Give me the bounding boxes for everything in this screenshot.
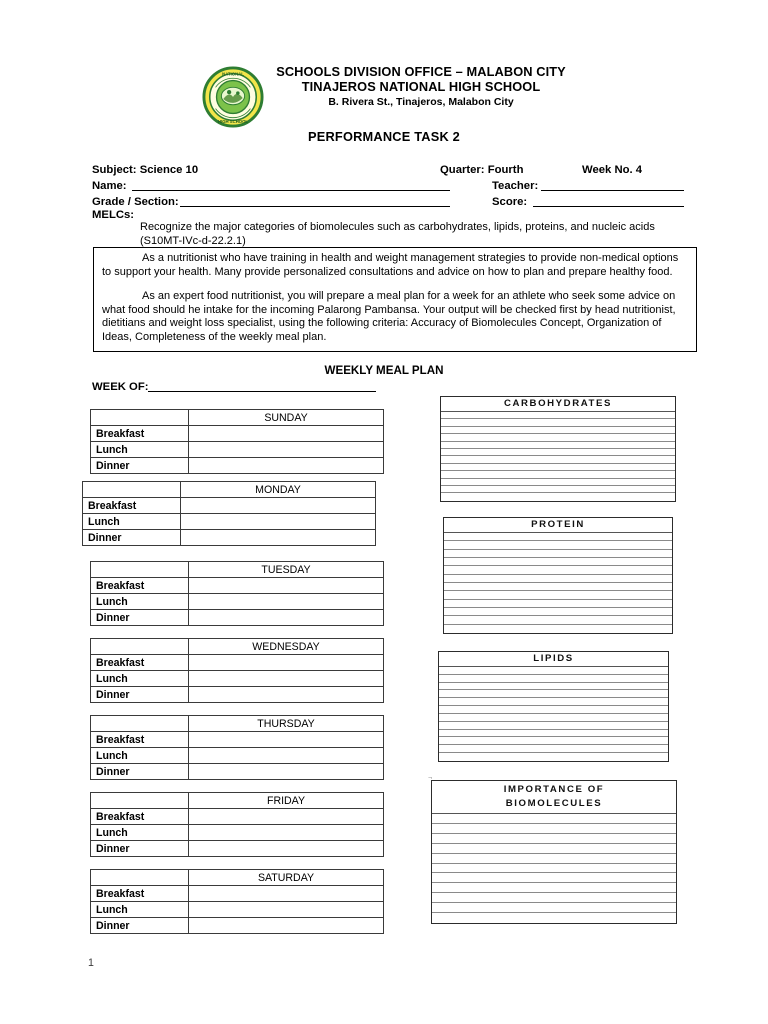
meal-label-breakfast: Breakfast xyxy=(91,578,189,594)
melcs-label: MELCs: xyxy=(92,209,135,221)
meal-label-dinner: Dinner xyxy=(91,610,189,626)
table-row xyxy=(91,732,384,748)
meal-entry-breakfast[interactable] xyxy=(181,498,376,514)
writing-rule-line[interactable] xyxy=(444,600,672,608)
bio-box-title: LIPIDS xyxy=(439,652,668,667)
teacher-label: Teacher: xyxy=(492,180,539,192)
bio-box-writing-area[interactable] xyxy=(432,814,676,923)
day-table-sunday xyxy=(90,409,384,474)
meal-entry-lunch[interactable] xyxy=(189,594,384,610)
meal-label-breakfast: Breakfast xyxy=(83,498,181,514)
scan-artifact-mark: ¬ xyxy=(428,775,433,783)
meal-entry-dinner[interactable] xyxy=(181,530,376,546)
meal-label-dinner: Dinner xyxy=(91,687,189,703)
form-row-subject xyxy=(92,162,698,178)
corner-cell xyxy=(91,793,189,809)
writing-rule-line[interactable] xyxy=(432,893,676,903)
day-name-cell: SUNDAY xyxy=(189,410,384,426)
bio-box-writing-area[interactable] xyxy=(439,667,668,761)
svg-text:HIGH SCHOOL: HIGH SCHOOL xyxy=(218,119,249,125)
writing-rule-line[interactable] xyxy=(444,583,672,591)
corner-cell xyxy=(91,639,189,655)
writing-rule-line[interactable] xyxy=(439,690,668,698)
score-input-line xyxy=(533,194,684,207)
writing-rule-line[interactable] xyxy=(439,745,668,753)
meal-label-breakfast: Breakfast xyxy=(91,809,189,825)
quarter-label: Quarter: Fourth xyxy=(440,164,524,176)
writing-rule-line[interactable] xyxy=(439,714,668,722)
writing-rule-line[interactable] xyxy=(444,608,672,616)
table-row xyxy=(83,514,376,530)
table-row-header xyxy=(91,716,384,732)
name-input-line xyxy=(132,178,450,191)
meal-entry-dinner[interactable] xyxy=(189,764,384,780)
table-row xyxy=(91,426,384,442)
writing-rule-line[interactable] xyxy=(441,479,675,486)
meal-entry-breakfast[interactable] xyxy=(189,655,384,671)
teacher-input-line xyxy=(541,178,684,191)
table-row xyxy=(91,578,384,594)
table-row xyxy=(91,886,384,902)
bio-box-lipids[interactable] xyxy=(438,651,669,762)
writing-rule-line[interactable] xyxy=(444,550,672,558)
corner-cell xyxy=(83,482,181,498)
table-row-header xyxy=(91,410,384,426)
grade-section-input-line xyxy=(180,194,450,207)
meal-label-lunch: Lunch xyxy=(91,671,189,687)
writing-rule-line[interactable] xyxy=(439,683,668,691)
corner-cell xyxy=(91,716,189,732)
writing-rule-line[interactable] xyxy=(432,814,676,824)
meal-entry-breakfast[interactable] xyxy=(189,886,384,902)
meal-label-lunch: Lunch xyxy=(91,825,189,841)
writing-rule-line[interactable] xyxy=(439,698,668,706)
meal-label-lunch: Lunch xyxy=(91,748,189,764)
day-name-cell: FRIDAY xyxy=(189,793,384,809)
table-row xyxy=(83,530,376,546)
meal-entry-breakfast[interactable] xyxy=(189,578,384,594)
day-table-wednesday xyxy=(90,638,384,703)
writing-rule-line[interactable] xyxy=(441,493,675,500)
svg-text:NATIONAL: NATIONAL xyxy=(222,71,245,77)
table-row xyxy=(91,902,384,918)
meal-entry-dinner[interactable] xyxy=(189,687,384,703)
score-label: Score: xyxy=(492,196,528,208)
writing-rule-line[interactable] xyxy=(441,471,675,478)
writing-rule-line[interactable] xyxy=(444,616,672,624)
grade-section-input[interactable] xyxy=(180,194,450,210)
document-header xyxy=(0,62,768,128)
writing-rule-line[interactable] xyxy=(432,873,676,883)
meal-label-dinner: Dinner xyxy=(83,530,181,546)
meal-label-lunch: Lunch xyxy=(83,514,181,530)
meal-label-dinner: Dinner xyxy=(91,458,189,474)
school-address-line: B. Rivera St., Tinajeros, Malabon City xyxy=(328,96,514,108)
table-row xyxy=(91,671,384,687)
writing-rule-line[interactable] xyxy=(444,558,672,566)
form-row-grade-section xyxy=(92,194,698,210)
page-number: 1 xyxy=(88,957,94,969)
day-name-cell: THURSDAY xyxy=(189,716,384,732)
melcs-text: Recognize the major categories of biomolecules such as carbohydrates, lipids, proteins, and nucleic acids (S10MT-IVc-d-22.2.1) xyxy=(140,221,655,247)
writing-rule-line[interactable] xyxy=(439,667,668,675)
writing-rule-line[interactable] xyxy=(441,464,675,471)
table-row xyxy=(91,442,384,458)
week-of-input-line xyxy=(148,379,376,392)
meal-entry-dinner[interactable] xyxy=(189,458,384,474)
school-heading-text xyxy=(276,62,566,110)
day-name-cell: SATURDAY xyxy=(189,870,384,886)
writing-rule-line[interactable] xyxy=(432,864,676,874)
writing-rule-line[interactable] xyxy=(432,883,676,893)
school-name-line: TINAJEROS NATIONAL HIGH SCHOOL xyxy=(301,79,541,94)
meal-entry-dinner[interactable] xyxy=(189,918,384,934)
day-table-thursday xyxy=(90,715,384,780)
week-of-label: WEEK OF: xyxy=(92,381,149,393)
corner-cell xyxy=(91,410,189,426)
week-of-field[interactable] xyxy=(92,379,376,393)
name-input[interactable] xyxy=(132,178,450,194)
writing-rule-line[interactable] xyxy=(444,566,672,574)
situation-paragraph-1: As a nutritionist who have training in health and weight management strategies to provide non-medical options to support your health. Many provide personalized consultations and advice on how to plan and prepare healthy food. xyxy=(102,252,679,278)
writing-rule-line[interactable] xyxy=(441,456,675,463)
bio-box-writing-area[interactable] xyxy=(441,412,675,501)
corner-cell xyxy=(91,562,189,578)
week-number-label: Week No. 4 xyxy=(582,164,643,176)
day-name-cell: MONDAY xyxy=(181,482,376,498)
bio-box-title-line-2: BIOMOLECULES xyxy=(505,798,603,809)
day-name-cell: WEDNESDAY xyxy=(189,639,384,655)
writing-rule-line[interactable] xyxy=(432,854,676,864)
writing-rule-line[interactable] xyxy=(432,844,676,854)
meal-entry-lunch[interactable] xyxy=(189,442,384,458)
table-row-header xyxy=(91,562,384,578)
meal-entry-lunch[interactable] xyxy=(181,514,376,530)
table-row xyxy=(91,841,384,857)
writing-rule-line[interactable] xyxy=(441,419,675,426)
writing-rule-line[interactable] xyxy=(444,591,672,599)
writing-rule-line[interactable] xyxy=(432,834,676,844)
grade-section-label: Grade / Section: xyxy=(92,196,179,208)
day-table-tuesday xyxy=(90,561,384,626)
weekly-meal-plan-title: WEEKLY MEAL PLAN xyxy=(324,364,444,377)
writing-rule-line[interactable] xyxy=(439,706,668,714)
meal-entry-dinner[interactable] xyxy=(189,841,384,857)
meal-label-breakfast: Breakfast xyxy=(91,655,189,671)
writing-rule-line[interactable] xyxy=(441,412,675,419)
writing-rule-line[interactable] xyxy=(432,824,676,834)
table-row xyxy=(91,825,384,841)
meal-entry-lunch[interactable] xyxy=(189,902,384,918)
writing-rule-line[interactable] xyxy=(441,449,675,456)
bio-box-writing-area[interactable] xyxy=(444,533,672,633)
corner-cell xyxy=(91,870,189,886)
meal-entry-breakfast[interactable] xyxy=(189,426,384,442)
meal-label-dinner: Dinner xyxy=(91,764,189,780)
bio-box-protein[interactable] xyxy=(443,517,673,634)
writing-rule-line[interactable] xyxy=(441,442,675,449)
writing-rule-line[interactable] xyxy=(439,675,668,683)
writing-rule-line[interactable] xyxy=(439,722,668,730)
meal-label-breakfast: Breakfast xyxy=(91,426,189,442)
meal-label-dinner: Dinner xyxy=(91,841,189,857)
table-row-header xyxy=(83,482,376,498)
form-row-name xyxy=(92,178,698,194)
bio-box-carbohydrates[interactable] xyxy=(440,396,676,502)
page-title: PERFORMANCE TASK 2 xyxy=(308,129,460,144)
writing-rule-line[interactable] xyxy=(441,427,675,434)
form-fields xyxy=(92,162,698,210)
writing-rule-line[interactable] xyxy=(432,913,676,923)
table-row xyxy=(91,748,384,764)
situation-box xyxy=(93,247,697,352)
situation-paragraph-2: As an expert food nutritionist, you will prepare a meal plan for a week for an athlete who seek some advice on what food should he intake for the incoming Palarong Pambansa. Your output will be checked first by head nutritionist, dietitians and weight loss specialist, using the following criteria: Accuracy of Biomolecules Concept, Organization of Ideas, Completeness of the weekly meal plan. xyxy=(102,290,676,343)
table-row xyxy=(91,594,384,610)
day-table-saturday xyxy=(90,869,384,934)
bio-box-title-line-1: IMPORTANCE OF xyxy=(503,784,605,795)
writing-rule-line[interactable] xyxy=(439,753,668,761)
writing-rule-line[interactable] xyxy=(432,903,676,913)
writing-rule-line[interactable] xyxy=(444,533,672,541)
bio-box-title: PROTEIN xyxy=(444,518,672,533)
meal-label-lunch: Lunch xyxy=(91,594,189,610)
meal-entry-breakfast[interactable] xyxy=(189,732,384,748)
table-row-header xyxy=(91,639,384,655)
table-row xyxy=(91,687,384,703)
writing-rule-line[interactable] xyxy=(444,541,672,549)
table-row xyxy=(83,498,376,514)
score-input[interactable] xyxy=(533,194,684,210)
table-row xyxy=(91,610,384,626)
bio-box-title: CARBOHYDRATES xyxy=(441,397,675,412)
table-row xyxy=(91,655,384,671)
table-row-header xyxy=(91,793,384,809)
meal-label-breakfast: Breakfast xyxy=(91,886,189,902)
meal-entry-dinner[interactable] xyxy=(189,610,384,626)
bio-box-importance-of-biomolecules[interactable] xyxy=(431,780,677,924)
writing-rule-line[interactable] xyxy=(439,737,668,745)
meal-entry-breakfast[interactable] xyxy=(189,809,384,825)
teacher-input[interactable] xyxy=(541,178,684,194)
meal-label-breakfast: Breakfast xyxy=(91,732,189,748)
meal-entry-lunch[interactable] xyxy=(189,825,384,841)
school-seal-icon xyxy=(202,66,264,128)
table-row xyxy=(91,764,384,780)
writing-rule-line[interactable] xyxy=(439,730,668,738)
writing-rule-line[interactable] xyxy=(441,434,675,441)
table-row xyxy=(91,458,384,474)
table-row-header xyxy=(91,870,384,886)
writing-rule-line[interactable] xyxy=(444,625,672,633)
table-row xyxy=(91,809,384,825)
day-name-cell: TUESDAY xyxy=(189,562,384,578)
meal-label-lunch: Lunch xyxy=(91,902,189,918)
writing-rule-line[interactable] xyxy=(441,486,675,493)
name-label: Name: xyxy=(92,180,127,192)
day-table-friday xyxy=(90,792,384,857)
meal-label-lunch: Lunch xyxy=(91,442,189,458)
meal-label-dinner: Dinner xyxy=(91,918,189,934)
division-office-line: SCHOOLS DIVISION OFFICE – MALABON CITY xyxy=(276,64,566,79)
subject-label: Subject: Science 10 xyxy=(92,164,199,176)
bio-box-title xyxy=(432,781,676,814)
writing-rule-line[interactable] xyxy=(444,575,672,583)
day-table-monday xyxy=(82,481,376,546)
meal-entry-lunch[interactable] xyxy=(189,671,384,687)
meal-entry-lunch[interactable] xyxy=(189,748,384,764)
table-row xyxy=(91,918,384,934)
